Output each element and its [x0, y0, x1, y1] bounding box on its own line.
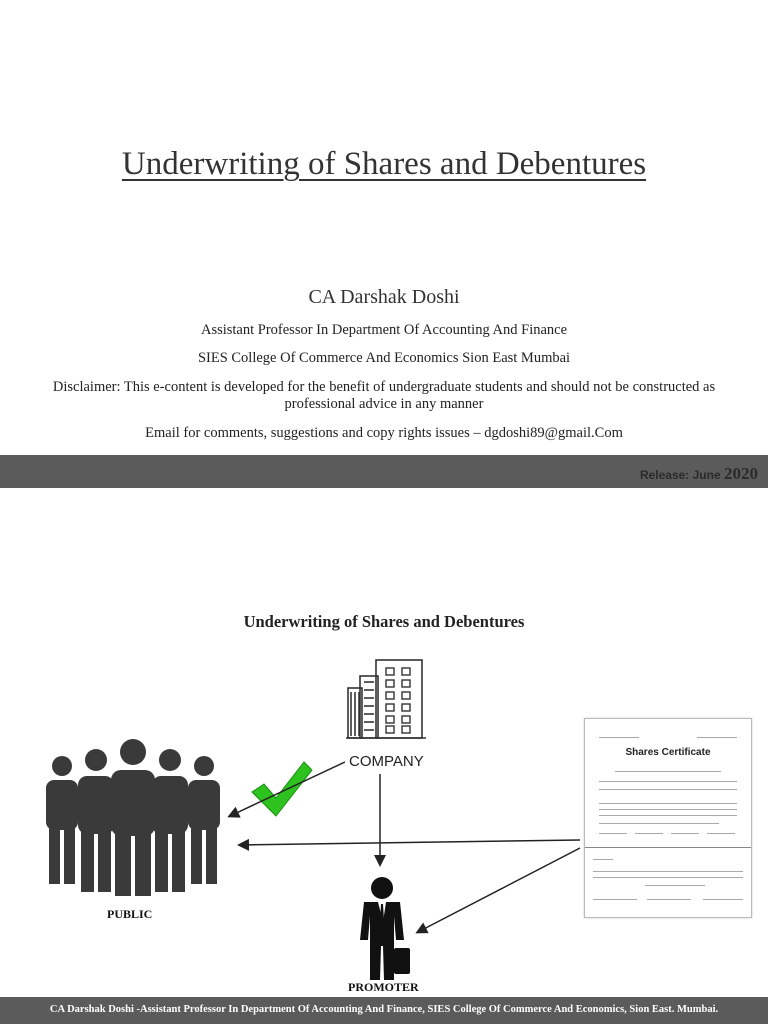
main-title: Underwriting of Shares and Debentures — [121, 146, 647, 182]
company-label: COMPANY — [349, 753, 424, 770]
promoter-label: PROMOTER — [348, 980, 419, 994]
release-year: 2020 — [724, 464, 758, 483]
college: SIES College Of Commerce And Economics Sion East Mumbai — [197, 350, 571, 366]
footer-text: CA Darshak Doshi -Assistant Professor In Department Of Accounting And Finance, SIES College Of Commerce And Economics, Sion East. Mumbai. — [49, 1004, 719, 1015]
public-label: PUBLIC — [107, 907, 153, 921]
author-name: CA Darshak Doshi — [308, 286, 460, 308]
certificate-title: Shares Certificate — [625, 747, 711, 758]
designation: Assistant Professor In Department Of Accounting And Finance — [200, 322, 568, 338]
release-label: Release: June — [639, 468, 721, 482]
disclaimer: Disclaimer: This e-content is developed for the benefit of undergraduate students and should not be constructed as professional advice in any manner — [52, 379, 716, 412]
title-slide — [0, 0, 768, 488]
slide2-title: Underwriting of Shares and Debentures — [243, 612, 525, 631]
flow-arrows — [0, 600, 768, 1000]
footer-band — [0, 997, 768, 1024]
release-text — [640, 464, 758, 484]
email-note: Email for comments, suggestions and copy rights issues – dgdoshi89@gmail.Com — [145, 425, 623, 441]
release-band — [0, 455, 768, 488]
